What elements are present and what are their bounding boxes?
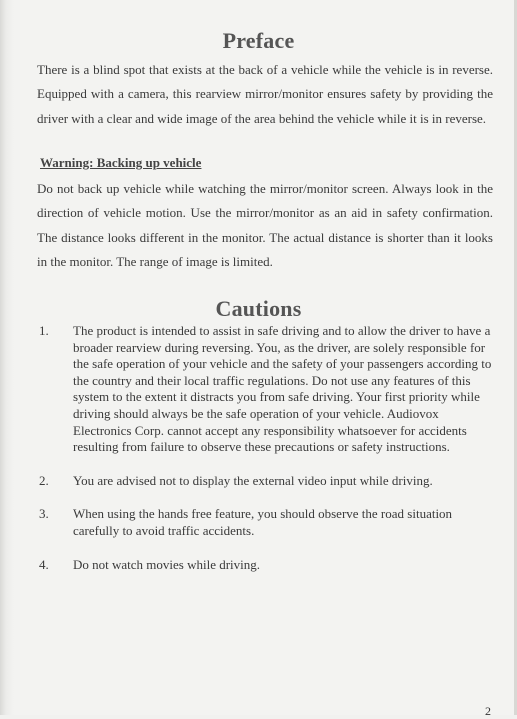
caution-number: 1. — [39, 323, 49, 338]
caution-item — [37, 506, 493, 539]
cautions-list — [37, 323, 493, 590]
caution-number: 4. — [39, 556, 49, 572]
cautions-heading: Cautions — [215, 296, 302, 321]
caution-text: When using the hands free feature, you should observe the road situation carefully to avoid traffic accidents. — [73, 506, 453, 538]
caution-number: 2. — [39, 472, 49, 488]
preface-heading: Preface — [222, 28, 295, 53]
caution-item — [37, 473, 493, 490]
page-number: 2 — [485, 704, 491, 718]
caution-text: The product is intended to assist in safe driving and to allow the driver to have a broader rearview during reversing. You, as the driver, are solely responsible for the safe operation of your vehicle and the safety of your passengers according to the country and their local traffic regulations. Do not use any features of this system to the extent it distracts you from safe driving. Your first priority while driving should always be the safe operation of your vehicle. Audiovox Electronics Corp. cannot accept any responsibility whatsoever for accidents resulting from failure to observe these precautions or safety instructions. — [73, 323, 492, 455]
caution-item — [37, 557, 493, 574]
caution-item — [37, 323, 493, 456]
preface-paragraph: There is a blind spot that exists at the back of a vehicle while the vehicle is in reverse. Equipped with a camera, this rearview mirror/monitor ensures safety by providing the driver with a clear and wide image of the area behind the vehicle while it is in reverse. — [37, 62, 493, 126]
caution-text: You are advised not to display the external video input while driving. — [73, 472, 433, 488]
caution-text: Do not watch movies while driving. — [73, 556, 261, 572]
warning-paragraph: Do not back up vehicle while watching the mirror/monitor screen. Always look in the direction of vehicle motion. Use the mirror/monitor as an aid in safety confirmation. The distance looks different in the monitor. The actual distance is shorter than it looks in the monitor. The range of image is limited. — [37, 181, 493, 270]
caution-number: 3. — [39, 506, 49, 522]
warning-heading: Warning: Backing up vehicle — [40, 155, 202, 170]
